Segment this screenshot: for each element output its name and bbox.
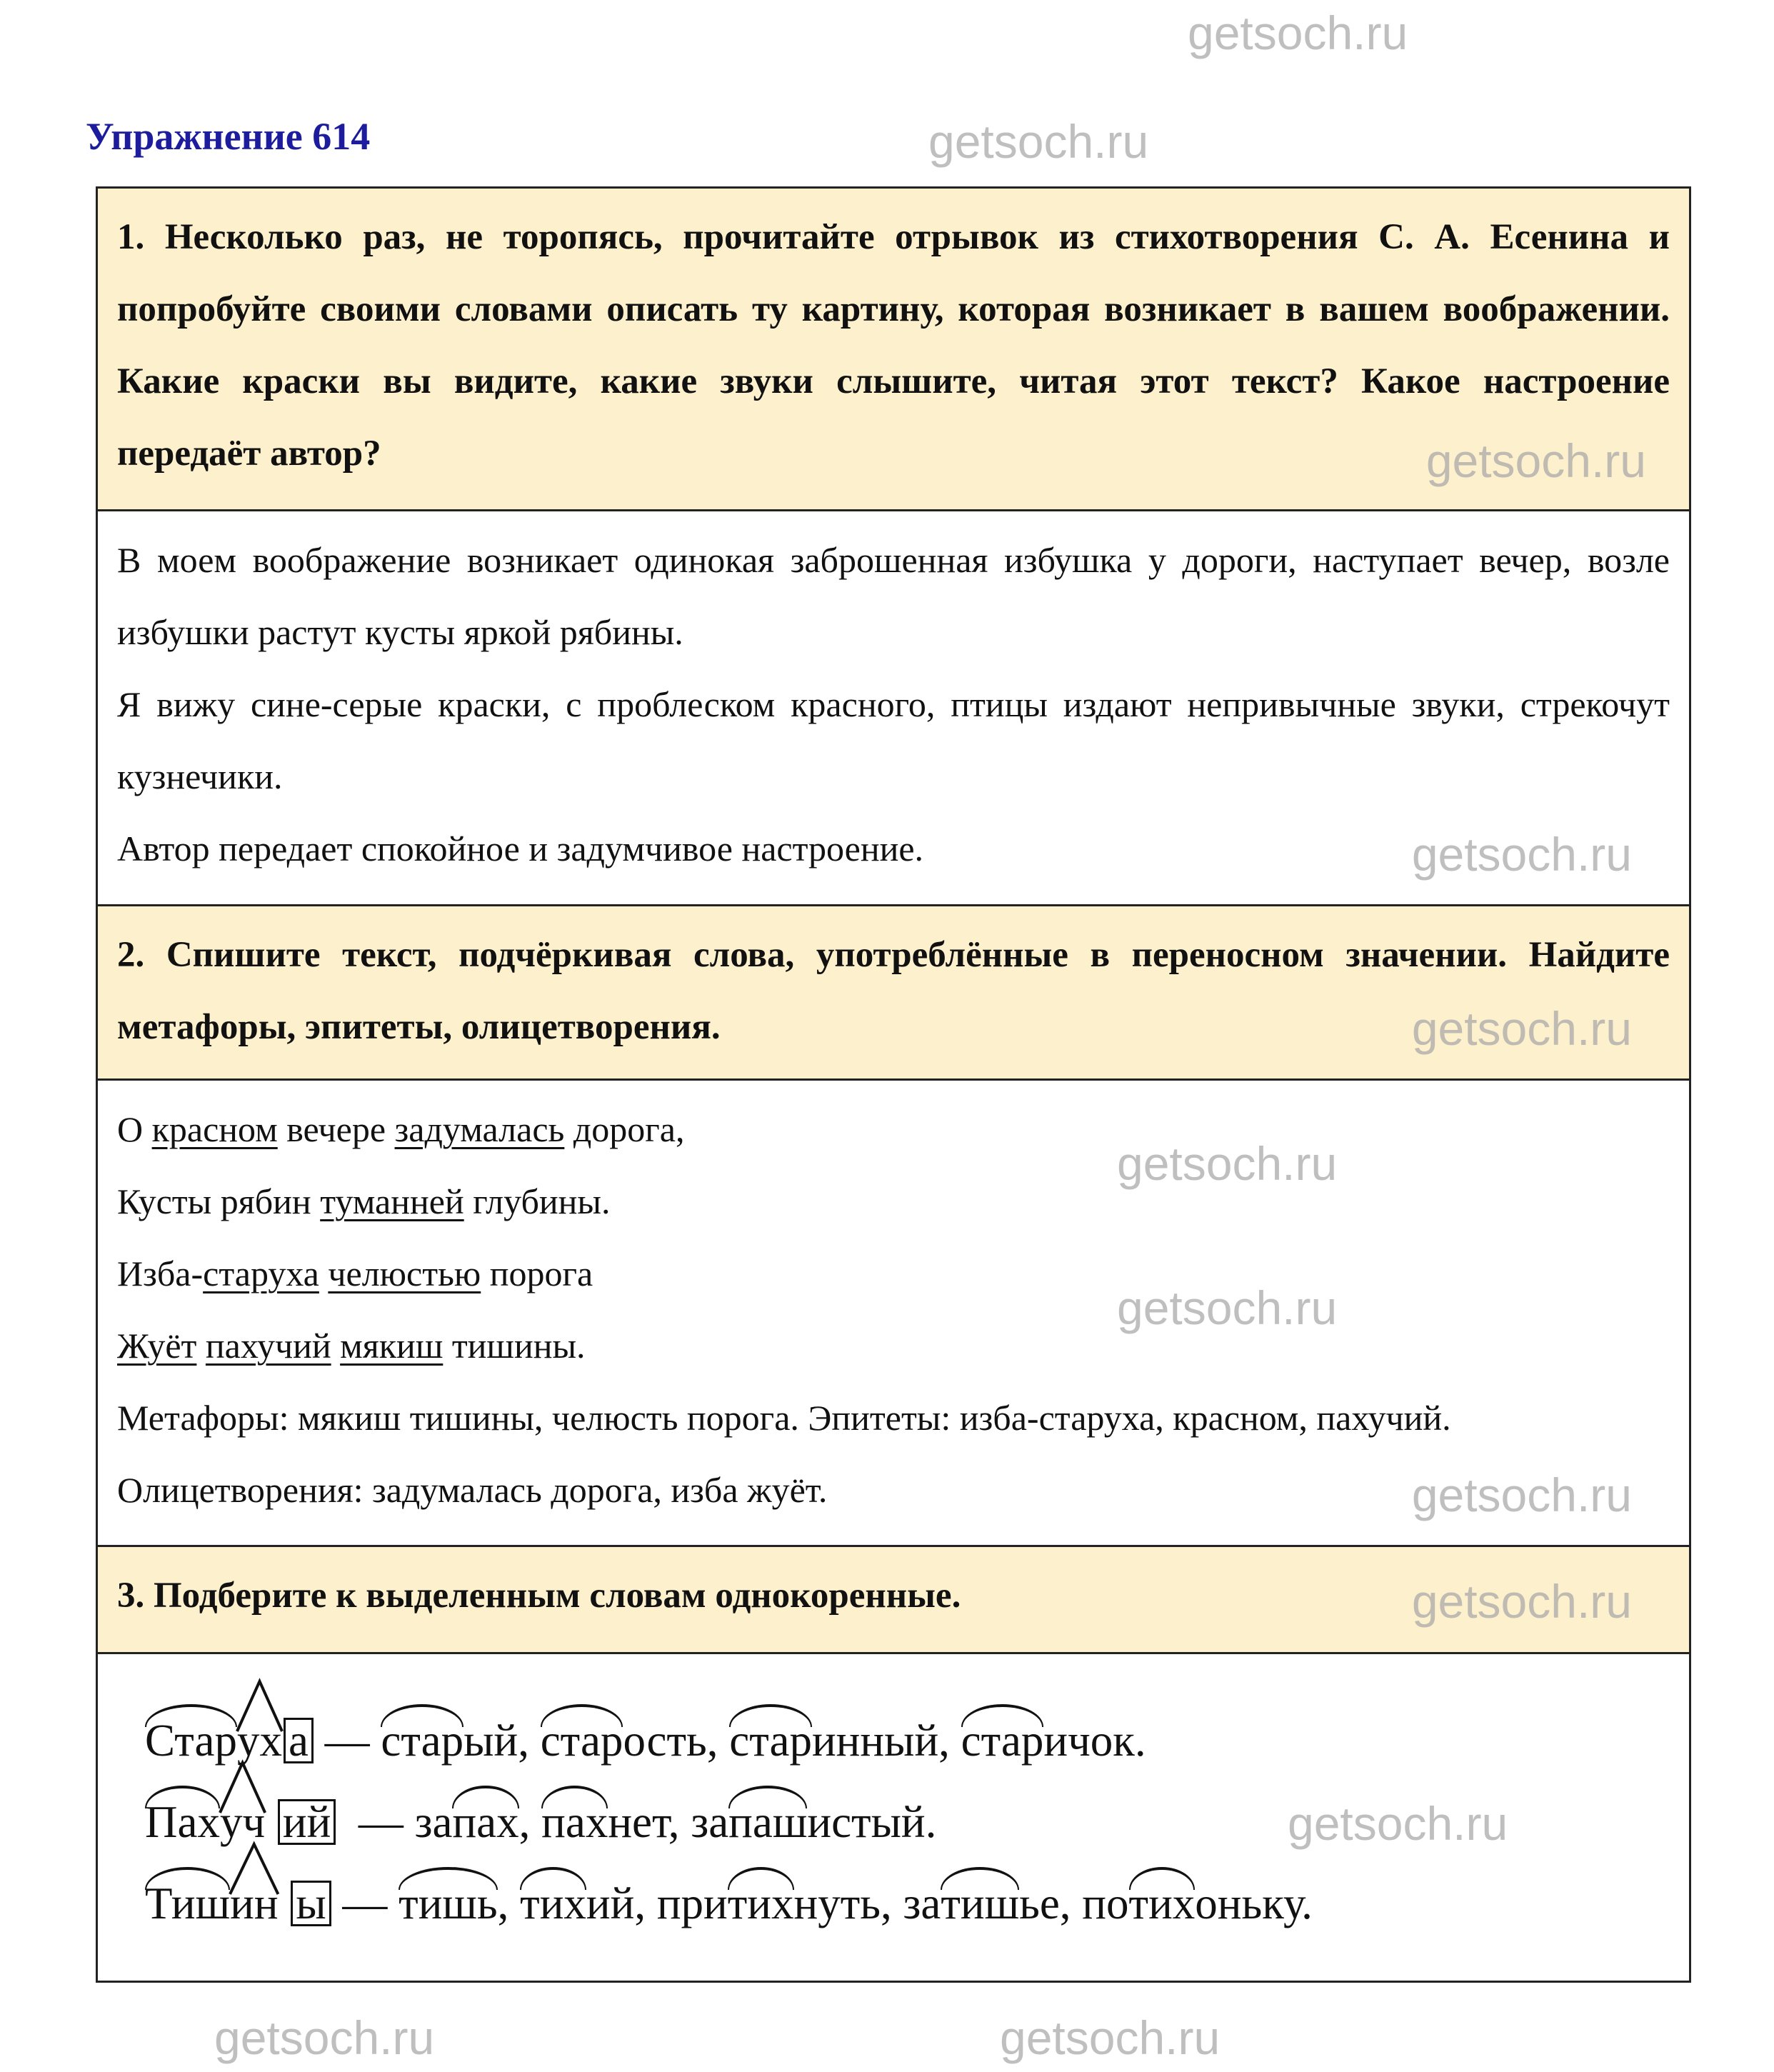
morpheme-text: тиш — [941, 1878, 1020, 1928]
underlined-word: мякиш — [340, 1326, 443, 1366]
morpheme-text: ин — [230, 1878, 279, 1928]
morpheme-text: пах — [452, 1797, 519, 1847]
figures-personification: Олицетворения: задумалась дорога, изба жуёт. — [117, 1470, 828, 1510]
watermark: getsoch.ru — [1411, 1002, 1632, 1055]
watermark: getsoch.ru — [1117, 1137, 1338, 1190]
poem-line — [117, 1310, 1670, 1382]
task-3-question-text: 3. Подберите к выделенным словам однокоренные. — [117, 1576, 961, 1616]
poem-text: Кусты рябин — [117, 1181, 321, 1221]
poem-text: глубины. — [463, 1181, 611, 1221]
poem-line — [117, 1166, 1670, 1238]
suffix-caret-icon — [237, 1681, 282, 1731]
task-3-question — [98, 1545, 1689, 1652]
watermark: getsoch.ru — [928, 115, 1149, 168]
task-2-question — [98, 904, 1689, 1078]
morpheme-text: тишь — [399, 1878, 498, 1928]
morpheme-text: стар — [381, 1716, 464, 1766]
poem-line — [117, 1093, 1670, 1166]
ending-box — [291, 1878, 331, 1928]
underlined-word: челюстью — [328, 1253, 481, 1293]
poem-text: дорога, — [564, 1109, 685, 1149]
morpheme-text: ух — [236, 1716, 282, 1766]
root-mark — [961, 1716, 1044, 1766]
root-mark — [381, 1716, 463, 1766]
word-text: за — [691, 1797, 729, 1847]
task-3-answer — [98, 1652, 1689, 1981]
word-text: , — [497, 1878, 521, 1928]
underlined-word: красном — [151, 1109, 278, 1149]
watermark: getsoch.ru — [214, 2011, 435, 2064]
poem-text — [319, 1253, 329, 1293]
suffix-mark — [237, 1716, 282, 1766]
poem-text: Изба- — [117, 1253, 204, 1293]
root-mark — [541, 1716, 623, 1766]
root-mark — [941, 1878, 1019, 1928]
morpheme-text: тих — [520, 1878, 586, 1928]
watermark: getsoch.ru — [1411, 1468, 1632, 1521]
suffix-caret-icon — [230, 1844, 278, 1894]
poem — [117, 1093, 1670, 1382]
poem-text — [331, 1326, 341, 1366]
watermark: getsoch.ru — [1411, 828, 1632, 881]
underlined-word: туманней — [320, 1181, 464, 1221]
task-2-answer — [98, 1078, 1689, 1545]
word-text: нет, — [608, 1797, 691, 1847]
word-text: нуть, за — [793, 1878, 941, 1928]
poem-line — [117, 1238, 1670, 1310]
word-text: — — [336, 1797, 415, 1847]
figures-metaphors-epithets: Метафоры: мякиш тишины, челюсть порога. Эпитеты: изба-старуха, красном, пахучий. — [117, 1398, 1451, 1438]
morpheme-line — [145, 1863, 1689, 1944]
watermark: getsoch.ru — [1411, 1575, 1632, 1628]
root-mark — [145, 1797, 220, 1847]
word-text: инный, — [811, 1716, 961, 1766]
exercise-table — [96, 186, 1691, 1983]
watermark: getsoch.ru — [1425, 434, 1646, 487]
underlined-word: Жуёт — [117, 1326, 197, 1366]
root-mark — [728, 1878, 794, 1928]
watermark: getsoch.ru — [1188, 6, 1408, 59]
root-mark — [145, 1878, 230, 1928]
word-text — [279, 1878, 290, 1928]
morpheme-text: Стар — [145, 1716, 237, 1766]
word-text: истый. — [807, 1797, 937, 1847]
root-mark — [541, 1797, 608, 1847]
word-text: , — [518, 1797, 542, 1847]
morpheme-line — [145, 1700, 1689, 1781]
word-text — [265, 1797, 276, 1847]
poem-text: вечере — [277, 1109, 395, 1149]
task-1-answer — [98, 509, 1689, 904]
morpheme-text: Тиш — [145, 1878, 231, 1928]
root-mark — [729, 1716, 812, 1766]
answer-paragraph: Я вижу сине-серые краски, с проблеском красного, птицы издают непривычные звуки, стрекочут кузнечики. — [117, 684, 1670, 796]
morpheme-text: уч — [219, 1797, 266, 1847]
word-text: за — [414, 1797, 453, 1847]
root-mark — [1129, 1878, 1196, 1928]
watermark: getsoch.ru — [1288, 1797, 1508, 1850]
word-text: — — [331, 1878, 399, 1928]
root-mark — [452, 1797, 518, 1847]
poem-text: тишины. — [443, 1326, 586, 1366]
morpheme-text: пах — [541, 1797, 608, 1847]
watermark: getsoch.ru — [1000, 2011, 1221, 2064]
word-text: ый, — [463, 1716, 541, 1766]
morpheme-text: стар — [729, 1716, 812, 1766]
ending-box — [284, 1716, 314, 1766]
task-2-question-text: 2. Спишите текст, подчёркивая слова, употреблённые в переносном значении. Найдите метафоры, эпитеты, олицетворения. — [117, 935, 1670, 1047]
morpheme-text: стар — [961, 1716, 1044, 1766]
page-title: Упражнение 614 — [86, 115, 371, 158]
morpheme-analysis — [145, 1700, 1689, 1944]
root-mark — [728, 1797, 807, 1847]
answer-paragraph: В моем воображение возникает одинокая заброшенная избушка у дороги, наступает вечер, возле избушки растут кусты яркой рябины. — [117, 540, 1670, 652]
suffix-caret-icon — [220, 1763, 265, 1813]
task-1-question — [98, 189, 1689, 509]
word-text: ичок. — [1043, 1716, 1146, 1766]
word-text: оньку. — [1195, 1878, 1313, 1928]
poem-text — [196, 1326, 206, 1366]
ending-box — [278, 1799, 336, 1845]
underlined-word: пахучий — [205, 1326, 331, 1366]
morpheme-text: тих — [1128, 1878, 1196, 1928]
root-mark — [520, 1878, 586, 1928]
word-text: — — [313, 1716, 381, 1766]
underlined-word: задумалась — [394, 1109, 565, 1149]
morpheme-text: паш — [728, 1797, 808, 1847]
root-mark — [399, 1878, 498, 1928]
morpheme-text: ы — [296, 1878, 326, 1928]
word-text: ий, при — [586, 1878, 728, 1928]
morpheme-text: а — [288, 1716, 309, 1766]
root-mark — [145, 1716, 237, 1766]
morpheme-text: ий — [282, 1797, 331, 1847]
poem-text: О — [117, 1109, 152, 1149]
word-text: ость, — [623, 1716, 730, 1766]
watermark: getsoch.ru — [1117, 1281, 1338, 1334]
morpheme-text: стар — [540, 1716, 623, 1766]
underlined-word: старуха — [203, 1253, 319, 1293]
morpheme-text: Пах — [145, 1797, 220, 1847]
task-1-question-text: 1. Несколько раз, не торопясь, прочитайте отрывок из стихотворения С. А. Есенина и попробуйте своими словами описать ту картину, которая возникает в вашем воображении. Какие краски вы видите, какие звуки слышите, читая этот текст? Какое настроение передаёт автор? — [117, 217, 1670, 474]
suffix-mark — [220, 1797, 265, 1847]
poem-text: порога — [481, 1253, 593, 1293]
morpheme-text: тих — [727, 1878, 794, 1928]
suffix-mark — [230, 1878, 278, 1928]
word-text: ье, по — [1019, 1878, 1129, 1928]
answer-paragraph: Автор передает спокойное и задумчивое настроение. — [117, 829, 924, 869]
